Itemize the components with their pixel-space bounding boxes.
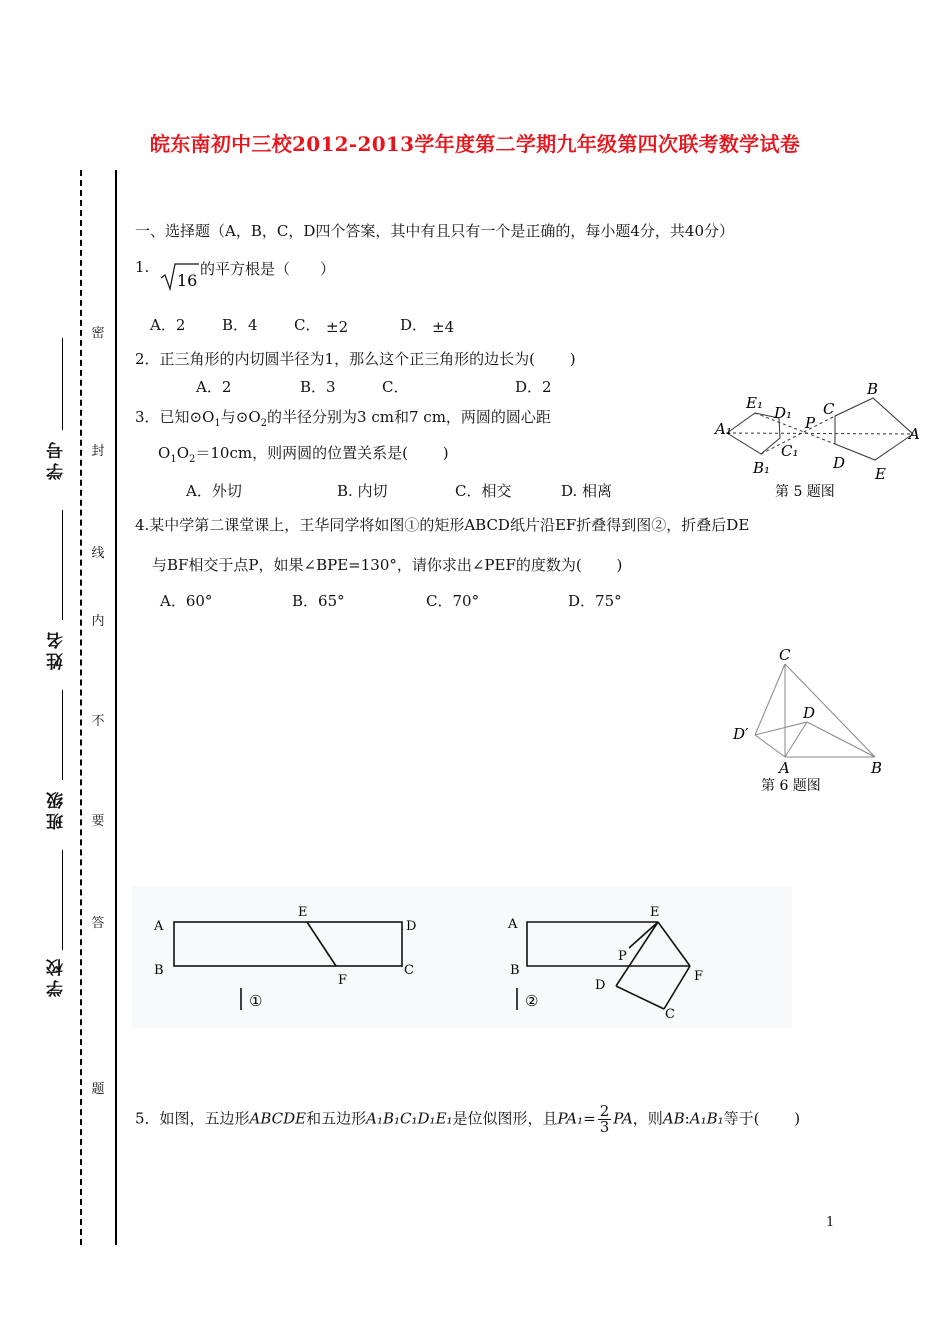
q3-option-a[interactable]: A．外切 xyxy=(186,482,242,500)
fig5-label-e: E xyxy=(875,465,886,483)
q2-option-a[interactable]: A．2 xyxy=(196,378,232,396)
q4-option-c[interactable]: C．70° xyxy=(426,592,480,610)
class-field-label: 班级 xyxy=(47,788,67,830)
q1-option-d[interactable]: D． xyxy=(400,316,428,334)
q1-option-a[interactable]: A．2 xyxy=(150,316,186,334)
number-field-label: 学号 xyxy=(47,438,67,480)
fig6-caption: 第 6 题图 xyxy=(761,778,821,794)
fig4a-label-a: A xyxy=(154,919,164,934)
q4-option-a[interactable]: A．60° xyxy=(160,592,213,610)
fig5-label-b1: B₁ xyxy=(753,459,771,477)
q5-text: 5．如图，五边形ABCDE和五边形A₁B₁C₁D₁E₁是位似图形，且PA₁= $\frac{2}{3}$ PA，则AB:A₁B₁等于( ) xyxy=(135,1102,801,1136)
fig4b-label-a: A xyxy=(508,917,518,932)
fig4a-label-d: D xyxy=(406,919,417,934)
q3-option-b[interactable]: B. 内切 xyxy=(337,482,388,500)
fig5-label-a1: A₁ xyxy=(715,420,732,438)
fig5-label-e1: E₁ xyxy=(746,394,763,412)
q5-fraction: $\frac{2}{3}$ xyxy=(599,1102,610,1136)
fig5-label-c1: C₁ xyxy=(781,442,799,460)
q1-text: 的平方根是（ ） xyxy=(200,260,336,278)
q2-text: 2．正三角形的内切圆半径为1，那么这个正三角形的边长为( ) xyxy=(135,350,576,368)
name-field-line[interactable] xyxy=(62,510,63,620)
fig4a-mark: ① xyxy=(249,992,263,1010)
q1-radicand: 16 xyxy=(177,271,198,290)
q1-radical xyxy=(160,262,200,296)
fig4b-label-b: B xyxy=(510,963,520,978)
seal-char: 题 xyxy=(91,1082,105,1097)
seal-char: 不 xyxy=(91,714,105,729)
page-number: 1 xyxy=(826,1215,835,1230)
q3-option-d[interactable]: D. 相离 xyxy=(561,482,613,500)
seal-char: 内 xyxy=(91,614,105,629)
fig4a-label-f: F xyxy=(338,973,348,988)
q3-option-c[interactable]: C．相交 xyxy=(455,482,512,500)
fig4a-label-c: C xyxy=(404,963,414,978)
fig4b-label-p: P xyxy=(618,949,627,964)
figure-4 xyxy=(132,886,792,1028)
fig4b-label-f: F xyxy=(694,969,704,984)
fig4b-label-e: E xyxy=(650,905,660,920)
q3-line2: $O_1O_2=10cm$，则两圆的位置关系是( ) xyxy=(158,444,449,465)
q1-option-d-value: ±4 xyxy=(432,318,455,336)
fig5-label-d: D xyxy=(833,454,846,472)
page-title: 皖东南初中三校2012-2013学年度第二学期九年级第四次联考数学试卷 xyxy=(149,132,801,156)
q2-option-d[interactable]: D．2 xyxy=(515,378,552,396)
dashed-seal-line xyxy=(80,170,82,1245)
q2-option-b[interactable]: B．3 xyxy=(300,378,336,396)
school-field-label: 学校 xyxy=(47,955,67,997)
seal-char: 答 xyxy=(91,916,105,931)
figure-5 xyxy=(705,376,935,506)
figure-6 xyxy=(725,642,895,797)
fig6-label-dprime: D′ xyxy=(733,725,749,743)
q1-option-c-value: ±2 xyxy=(326,318,349,336)
seal-char: 线 xyxy=(91,546,105,561)
q1-option-b[interactable]: B．4 xyxy=(222,316,258,334)
fig5-label-d1: D₁ xyxy=(774,404,793,422)
q4-option-b[interactable]: B．65° xyxy=(292,592,345,610)
q1-option-c[interactable]: C． xyxy=(294,316,321,334)
fig4b-mark: ② xyxy=(525,992,539,1010)
class-field-line[interactable] xyxy=(62,690,63,780)
fig5-label-c: C xyxy=(823,400,835,418)
name-field-label: 姓名 xyxy=(47,628,67,670)
fig4b-label-d: D xyxy=(595,978,606,993)
fig6-label-c: C xyxy=(779,646,791,664)
q1-number: 1. xyxy=(135,258,150,276)
fig4b-label-c: C xyxy=(665,1007,675,1022)
seal-char: 封 xyxy=(91,444,105,459)
fig4a-label-e: E xyxy=(298,905,308,920)
q4-option-d[interactable]: D．75° xyxy=(568,592,622,610)
section-heading: 一、选择题（A，B，C，D四个答案，其中有且只有一个是正确的，每小题4分，共40分） xyxy=(135,222,734,240)
q4-line1: 4.某中学第二课堂课上，王华同学将如图①的矩形ABCD纸片沿EF折叠得到图②，折叠后DE xyxy=(135,516,750,534)
fig6-label-b: B xyxy=(871,759,883,777)
fig5-label-a: A xyxy=(909,425,920,443)
school-field-line[interactable] xyxy=(62,850,63,950)
q3-line1: 3．已知$⊙O_1$与$⊙O_2$的半径分别为3 cm和7 cm，两圆的圆心距 xyxy=(135,408,551,429)
fig5-label-p: P xyxy=(805,414,816,432)
q2-option-c[interactable]: C． xyxy=(382,378,409,396)
seal-char: 要 xyxy=(91,814,105,829)
solid-margin-line xyxy=(115,170,117,1245)
fig6-label-d: D xyxy=(803,704,816,722)
seal-char: 密 xyxy=(91,326,105,341)
number-field-line[interactable] xyxy=(62,338,63,430)
fig5-caption: 第 5 题图 xyxy=(775,484,835,500)
fig5-label-b: B xyxy=(867,380,879,398)
fig4a-label-b: B xyxy=(154,963,164,978)
q4-line2: 与BF相交于点P，如果∠BPE=130°，请你求出∠PEF的度数为( ) xyxy=(152,556,623,574)
fig6-label-a: A xyxy=(779,759,790,777)
